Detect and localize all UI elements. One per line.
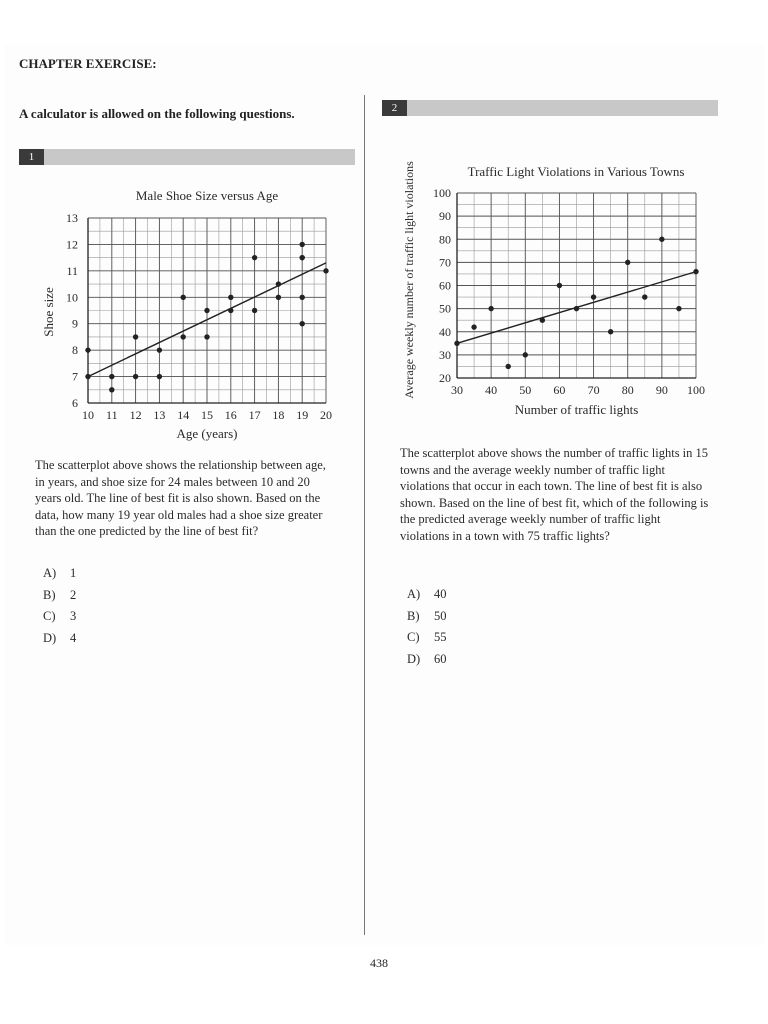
- x-tick-label: 40: [485, 383, 498, 397]
- option-letter: C): [407, 630, 420, 644]
- data-point: [574, 306, 579, 311]
- data-point: [204, 308, 209, 313]
- option-value: 3: [70, 609, 77, 623]
- x-tick-label: 20: [320, 408, 332, 422]
- data-point: [276, 281, 281, 286]
- data-point: [591, 294, 596, 299]
- x-tick-label: 50: [519, 383, 532, 397]
- data-point: [109, 387, 114, 392]
- data-point: [471, 324, 476, 329]
- option-value: 40: [434, 587, 447, 601]
- x-tick-label: 10: [82, 408, 94, 422]
- option-d[interactable]: [407, 649, 447, 671]
- data-point: [252, 255, 257, 260]
- data-point: [625, 260, 630, 265]
- question-1-options: [43, 563, 76, 649]
- y-tick-label: 6: [72, 396, 78, 410]
- y-tick-label: 30: [439, 347, 451, 362]
- data-point: [608, 329, 613, 334]
- x-axis-label: Number of traffic lights: [514, 402, 639, 417]
- data-point: [557, 283, 562, 288]
- y-tick-label: 7: [72, 369, 78, 384]
- option-b[interactable]: [43, 585, 76, 607]
- data-point: [323, 268, 328, 273]
- option-d[interactable]: [43, 628, 76, 650]
- y-axis-label: Shoe size: [41, 287, 56, 337]
- data-point: [228, 295, 233, 300]
- option-value: 2: [70, 587, 77, 602]
- data-point: [157, 347, 162, 352]
- option-a[interactable]: [43, 563, 76, 585]
- page-number: 438: [370, 956, 388, 970]
- x-tick-label: 11: [106, 408, 118, 422]
- x-tick-label: 100: [687, 383, 705, 397]
- data-point: [540, 317, 545, 322]
- y-tick-label: 70: [439, 255, 451, 270]
- option-letter: A): [43, 566, 57, 580]
- data-point: [133, 374, 138, 379]
- data-point: [300, 295, 305, 300]
- option-value: 50: [434, 608, 447, 623]
- data-point: [642, 294, 647, 299]
- option-letter: B): [407, 608, 420, 623]
- option-value: 55: [434, 630, 447, 644]
- option-letter: B): [43, 587, 56, 602]
- data-point: [109, 374, 114, 379]
- data-point: [252, 308, 257, 313]
- x-tick-label: 12: [129, 408, 142, 422]
- data-point: [181, 295, 186, 300]
- option-letter: D): [407, 651, 421, 666]
- data-point: [300, 242, 305, 247]
- x-tick-label: 19: [296, 408, 309, 422]
- question-1-number: 1: [19, 149, 44, 165]
- data-point: [204, 334, 209, 339]
- x-tick-label: 30: [451, 383, 463, 397]
- chart-title: Traffic Light Violations in Various Towns: [467, 164, 685, 179]
- y-tick-label: 10: [66, 290, 78, 305]
- y-tick-label: 20: [439, 371, 451, 385]
- option-c[interactable]: [407, 627, 447, 649]
- x-tick-label: 17: [248, 408, 261, 422]
- option-letter: C): [43, 609, 56, 623]
- question-2-number: 2: [382, 100, 407, 116]
- y-tick-label: 50: [439, 301, 451, 316]
- question-1-text: The scatterplot above shows the relationship between age, in years, and shoe size for 24 males between 10 and 20 years old. The line of best fit is also shown. Based on the data, how many 19 year old males had a shoe size greater than the one predicted by the line of best fit?: [35, 458, 326, 538]
- data-point: [228, 308, 233, 313]
- option-value: 1: [70, 566, 77, 580]
- option-value: 4: [70, 630, 77, 645]
- y-tick-label: 80: [439, 232, 451, 247]
- data-point: [506, 364, 511, 369]
- data-point: [300, 321, 305, 326]
- option-b[interactable]: [407, 606, 447, 628]
- y-tick-label: 100: [433, 186, 451, 200]
- data-point: [157, 374, 162, 379]
- data-point: [659, 237, 664, 242]
- question-2-options: [407, 584, 447, 670]
- chapter-title: CHAPTER EXERCISE:: [19, 56, 157, 71]
- x-tick-label: 13: [153, 408, 166, 422]
- y-tick-label: 12: [66, 237, 78, 252]
- y-axis-label: Average weekly number of traffic light violations: [402, 161, 416, 399]
- option-a[interactable]: [407, 584, 447, 606]
- data-point: [693, 269, 698, 274]
- x-tick-label: 60: [553, 383, 566, 397]
- data-point: [133, 334, 138, 339]
- option-letter: A): [407, 587, 421, 601]
- y-tick-label: 9: [72, 316, 78, 331]
- data-point: [300, 255, 305, 260]
- x-tick-label: 16: [224, 408, 237, 422]
- chart-title: Male Shoe Size versus Age: [135, 188, 279, 203]
- x-tick-label: 90: [655, 383, 668, 397]
- question-2-text: The scatterplot above shows the number of traffic lights in 15 towns and the average weekly number of traffic light violations that occur in each town. The line of best fit is also shown. Based on the line of best fit, which of the following is the predicted average weekly number of traffic light violations in a town with 75 traffic lights?: [400, 446, 709, 543]
- y-tick-label: 90: [439, 209, 451, 224]
- x-tick-label: 15: [201, 408, 213, 422]
- data-point: [85, 347, 90, 352]
- x-tick-label: 14: [177, 408, 190, 422]
- data-point: [181, 334, 186, 339]
- data-point: [276, 295, 281, 300]
- data-point: [85, 374, 90, 379]
- x-tick-label: 70: [587, 383, 600, 397]
- option-value: 60: [434, 651, 447, 666]
- data-point: [488, 306, 493, 311]
- data-point: [676, 306, 681, 311]
- y-tick-label: 40: [439, 324, 451, 339]
- x-tick-label: 18: [272, 408, 285, 422]
- y-tick-label: 13: [66, 211, 78, 225]
- data-point: [523, 352, 528, 357]
- data-point: [454, 341, 459, 346]
- option-letter: D): [43, 630, 57, 645]
- calculator-note: A calculator is allowed on the following questions.: [19, 106, 295, 121]
- x-tick-label: 80: [621, 383, 634, 397]
- y-tick-label: 8: [72, 343, 78, 358]
- y-tick-label: 60: [439, 278, 451, 293]
- y-tick-label: 11: [66, 263, 78, 278]
- x-axis-label: Age (years): [176, 426, 238, 441]
- option-c[interactable]: [43, 606, 76, 628]
